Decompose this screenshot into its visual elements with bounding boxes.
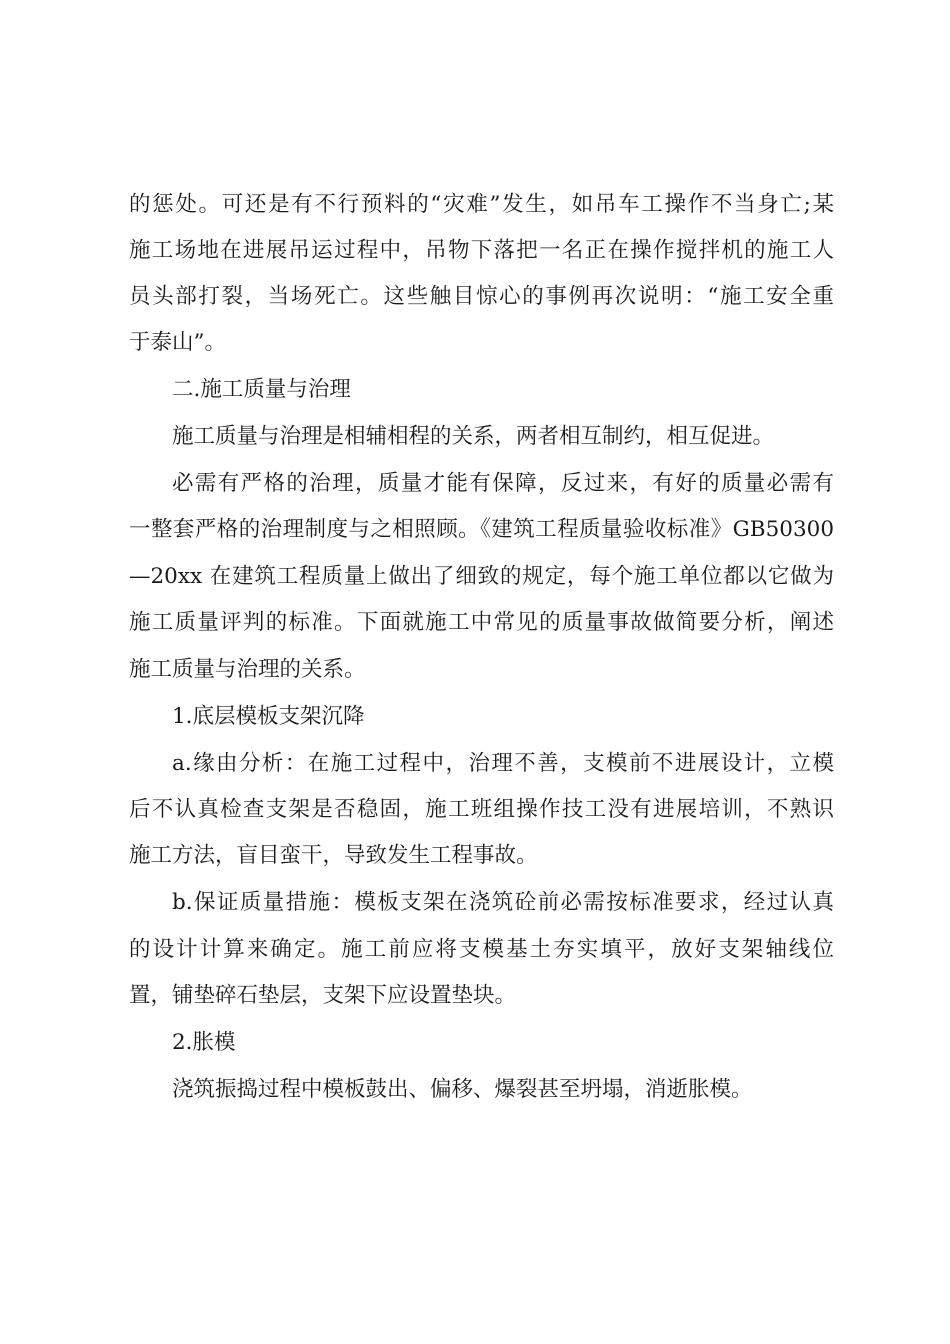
paragraph-line: 施工质量与治理是相辅相程的关系，两者相互制约，相互促进。 [172,424,775,449]
paragraph-line: 施工质量与治理的关系。 [129,657,366,682]
subsection-heading: 1.底层模板支架沉降 [172,704,365,729]
paragraph-line: 施工方法，盲目蛮干，导致发生工程事故。 [129,843,538,868]
paragraph-line: 施工场地在进展吊运过程中，吊物下落把一名正在操作搅拌机的施工人 [129,238,834,263]
paragraph-line: —20xx 在建筑工程质量上做出了细致的规定，每个施工单位都以它做为 [129,564,834,589]
paragraph-line: 员头部打裂，当场死亡。这些触目惊心的事例再次说明：“施工安全重 [129,284,834,309]
paragraph-line: 后不认真检查支架是否稳固，施工班组操作技工没有进展培训，不熟识 [129,797,834,822]
paragraph-line: 必需有严格的治理，质量才能有保障，反过来，有好的质量必需有 [172,471,834,496]
paragraph-line: 置，铺垫碎石垫层，支架下应设置垫块。 [129,983,517,1008]
paragraph-line: a.缘由分析：在施工过程中，治理不善，支模前不进展设计，立模 [172,751,834,776]
paragraph-line: 的设计计算来确定。施工前应将支模基土夯实填平，放好支架轴线位 [129,937,834,962]
paragraph-line: 一整套严格的治理制度与之相照顾。《建筑工程质量验收标准》GB50300 [129,517,834,542]
section-heading: 二.施工质量与治理 [172,377,351,402]
paragraph-line: 的惩处。可还是有不行预料的“灾难”发生，如吊车工操作不当身亡;某 [129,192,834,217]
paragraph-line: 于泰山”。 [129,330,226,355]
paragraph-line: 施工质量评判的标准。下面就施工中常见的质量事故做简要分析，阐述 [129,610,834,635]
paragraph-line: 浇筑振捣过程中模板鼓出、偏移、爆裂甚至坍塌，消逝胀模。 [172,1077,753,1102]
subsection-heading: 2.胀模 [172,1030,236,1055]
paragraph-line: b.保证质量措施：模板支架在浇筑砼前必需按标准要求，经过认真 [172,890,834,915]
